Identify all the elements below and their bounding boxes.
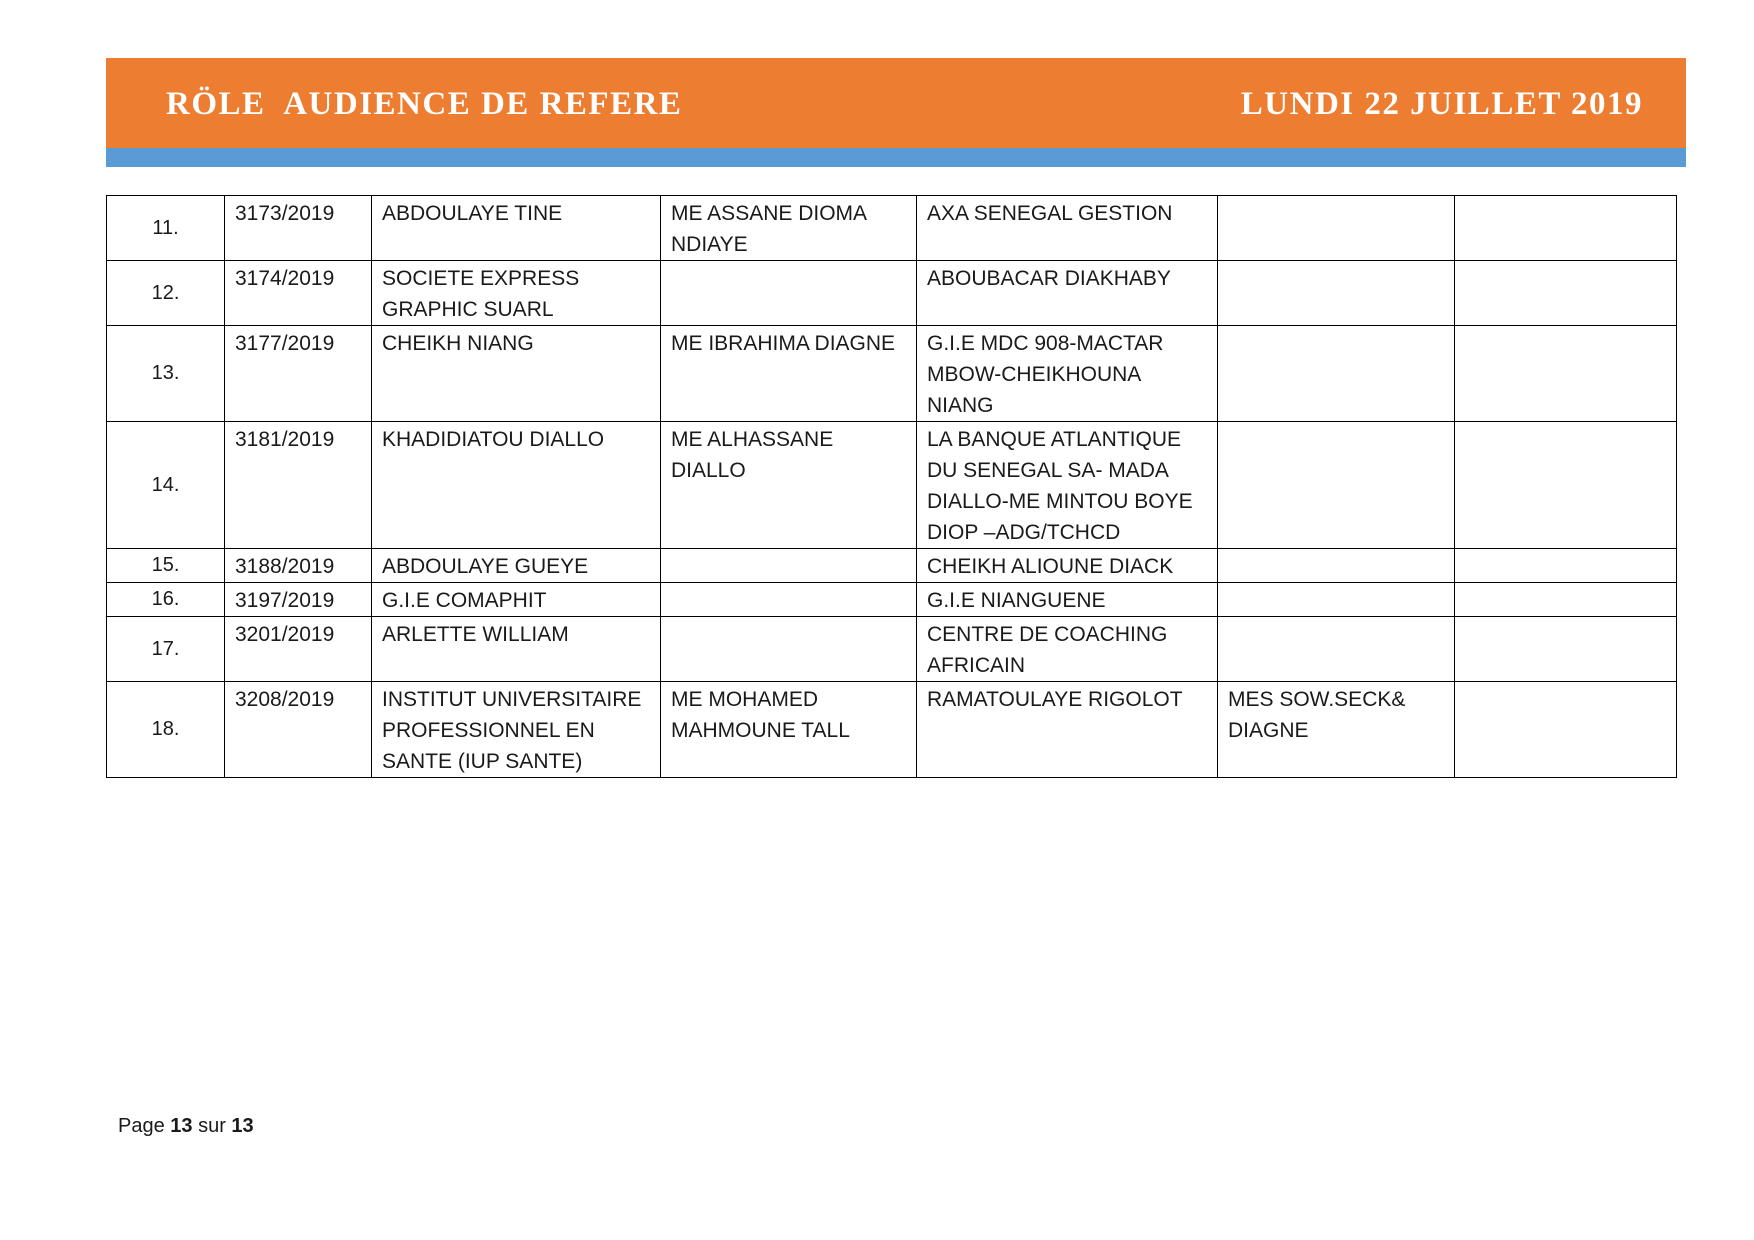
opposing-party: G.I.E MDC 908-MACTAR MBOW-CHEIKHOUNA NIANG bbox=[917, 326, 1218, 422]
total-pages-number: 13 bbox=[231, 1115, 254, 1137]
row-number: 16. bbox=[107, 583, 225, 617]
notes-cell bbox=[1455, 583, 1677, 617]
page-footer bbox=[118, 1115, 254, 1138]
opposing-counsel bbox=[1218, 549, 1455, 583]
party-name: SOCIETE EXPRESS GRAPHIC SUARL bbox=[372, 261, 661, 326]
case-number: 3177/2019 bbox=[225, 326, 372, 422]
hearing-date: LUNDI 22 JUILLET 2019 bbox=[1240, 86, 1643, 122]
opposing-counsel bbox=[1218, 261, 1455, 326]
notes-cell bbox=[1455, 422, 1677, 549]
table-row bbox=[107, 617, 1677, 682]
notes-cell bbox=[1455, 617, 1677, 682]
party-name: ABDOULAYE TINE bbox=[372, 196, 661, 261]
opposing-party: RAMATOULAYE RIGOLOT bbox=[917, 682, 1218, 778]
table-row bbox=[107, 196, 1677, 261]
case-number: 3174/2019 bbox=[225, 261, 372, 326]
case-number: 3197/2019 bbox=[225, 583, 372, 617]
party-counsel bbox=[661, 261, 917, 326]
opposing-counsel bbox=[1218, 326, 1455, 422]
case-number: 3208/2019 bbox=[225, 682, 372, 778]
page-separator: sur bbox=[192, 1115, 232, 1137]
opposing-party: LA BANQUE ATLANTIQUE DU SENEGAL SA- MADA DIALLO-ME MINTOU BOYE DIOP –ADG/TCHCD bbox=[917, 422, 1218, 549]
case-number: 3188/2019 bbox=[225, 549, 372, 583]
opposing-party: CHEIKH ALIOUNE DIACK bbox=[917, 549, 1218, 583]
table-row bbox=[107, 422, 1677, 549]
document-title: RÖLE AUDIENCE DE REFERE bbox=[166, 86, 683, 122]
opposing-counsel bbox=[1218, 196, 1455, 261]
table-row bbox=[107, 583, 1677, 617]
opposing-counsel bbox=[1218, 422, 1455, 549]
party-counsel bbox=[661, 583, 917, 617]
party-counsel bbox=[661, 617, 917, 682]
opposing-party: AXA SENEGAL GESTION bbox=[917, 196, 1218, 261]
case-number: 3173/2019 bbox=[225, 196, 372, 261]
notes-cell bbox=[1455, 261, 1677, 326]
notes-cell bbox=[1455, 326, 1677, 422]
row-number: 18. bbox=[107, 682, 225, 778]
row-number: 14. bbox=[107, 422, 225, 549]
notes-cell bbox=[1455, 549, 1677, 583]
case-number: 3181/2019 bbox=[225, 422, 372, 549]
table-row bbox=[107, 549, 1677, 583]
opposing-party: ABOUBACAR DIAKHABY bbox=[917, 261, 1218, 326]
opposing-party: CENTRE DE COACHING AFRICAIN bbox=[917, 617, 1218, 682]
row-number: 12. bbox=[107, 261, 225, 326]
party-name: ABDOULAYE GUEYE bbox=[372, 549, 661, 583]
row-number: 13. bbox=[107, 326, 225, 422]
opposing-party: G.I.E NIANGUENE bbox=[917, 583, 1218, 617]
party-counsel: ME MOHAMED MAHMOUNE TALL bbox=[661, 682, 917, 778]
party-name: CHEIKH NIANG bbox=[372, 326, 661, 422]
opposing-counsel: MES SOW.SECK& DIAGNE bbox=[1218, 682, 1455, 778]
party-name: INSTITUT UNIVERSITAIRE PROFESSIONNEL EN SANTE (IUP SANTE) bbox=[372, 682, 661, 778]
party-counsel: ME ALHASSANE DIALLO bbox=[661, 422, 917, 549]
party-name: ARLETTE WILLIAM bbox=[372, 617, 661, 682]
party-name: KHADIDIATOU DIALLO bbox=[372, 422, 661, 549]
notes-cell bbox=[1455, 196, 1677, 261]
row-number: 15. bbox=[107, 549, 225, 583]
row-number: 11. bbox=[107, 196, 225, 261]
table-row bbox=[107, 261, 1677, 326]
case-number: 3201/2019 bbox=[225, 617, 372, 682]
hearing-roll-table bbox=[106, 195, 1677, 778]
opposing-counsel bbox=[1218, 617, 1455, 682]
party-counsel bbox=[661, 549, 917, 583]
table-row bbox=[107, 326, 1677, 422]
party-counsel: ME ASSANE DIOMA NDIAYE bbox=[661, 196, 917, 261]
header-stripe bbox=[106, 148, 1686, 167]
opposing-counsel bbox=[1218, 583, 1455, 617]
notes-cell bbox=[1455, 682, 1677, 778]
party-name: G.I.E COMAPHIT bbox=[372, 583, 661, 617]
row-number: 17. bbox=[107, 617, 225, 682]
party-counsel: ME IBRAHIMA DIAGNE bbox=[661, 326, 917, 422]
current-page-number: 13 bbox=[170, 1115, 193, 1137]
page-label: Page bbox=[118, 1115, 171, 1137]
table-row bbox=[107, 682, 1677, 778]
